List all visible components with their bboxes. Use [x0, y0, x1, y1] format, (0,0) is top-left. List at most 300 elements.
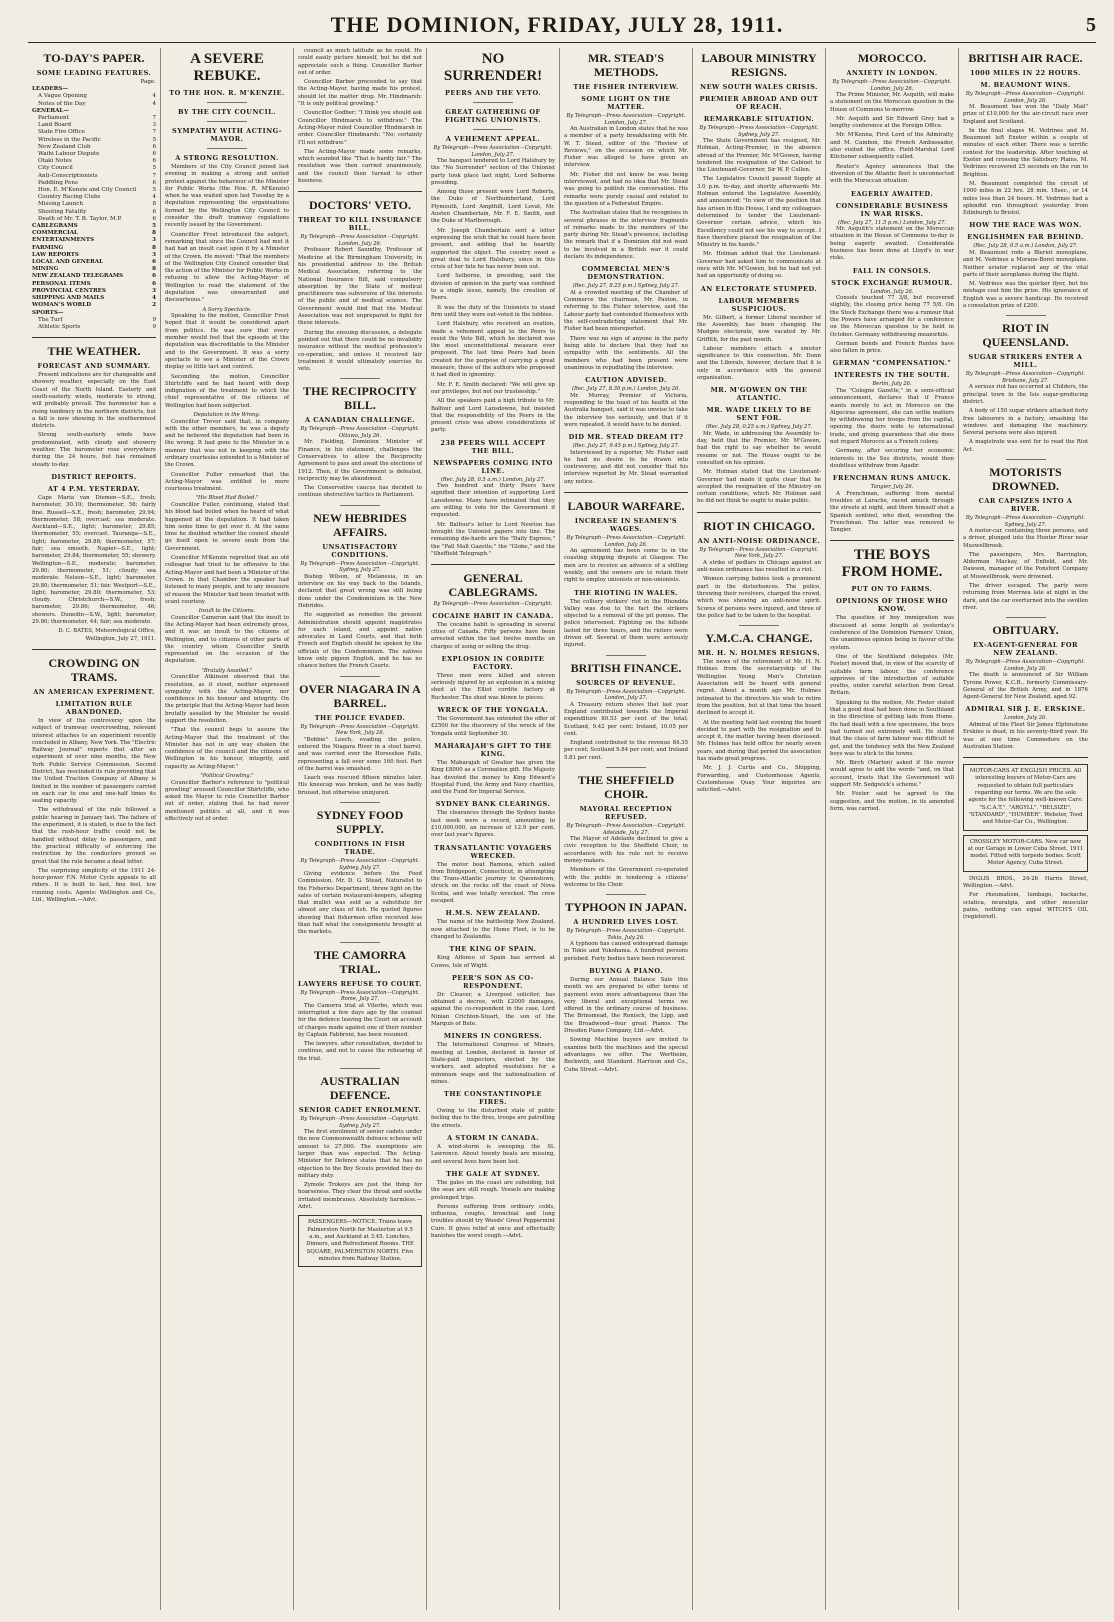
toc-row — [32, 115, 156, 122]
morocco-byline4: Berlin, July 26. — [872, 381, 912, 388]
chicago-heading: RIOT IN CHICAGO. — [703, 518, 815, 533]
labourministry-sub3: REMARKABLE SITUATION. — [703, 115, 815, 123]
ymca-heading: Y.M.C.A. CHANGE. — [705, 631, 813, 646]
stead-sub3: COMMERCIAL MEN'S DEMONSTRATION. — [581, 265, 671, 282]
camorra-byline: By Telegraph—Press Association—Copyright. Rome, July 27. — [300, 989, 420, 1003]
toc-page: 5 — [152, 136, 156, 143]
cablegram-subhead: THE KING OF SPAIN. — [449, 945, 537, 954]
doctors-para: Professor Robert Saundby, Professor of Medicine at the Birmingham University, in his presidential address to the British Medical Association, referring to the National Insurance Bill, said compulsory absorption by the State of medical practitioners was subversive of the interests of the public and of medical science. The Government would find that the Medical Association was not unprepared to fight for these interests. — [298, 247, 422, 327]
toc-row — [32, 129, 156, 136]
toc-page: 7 — [152, 172, 156, 179]
labourministry-para: Mr. Holman stated that the Lieutenant-Governor had made it quite clear that he accepted the resignation of the Ministry on certain conditions, which Mr. Holman said he did not think he ought to make public. — [697, 469, 821, 505]
cablegram-subhead: THE GALE AT SYDNEY. — [446, 1169, 540, 1178]
stead-byline: By Telegraph—Press Association—Copyright. London, July 27. — [566, 113, 686, 126]
toc-row — [32, 245, 156, 252]
divider — [340, 505, 380, 506]
cablegram-subhead: H.M.S. NEW ZEALAND. — [445, 909, 541, 918]
crowding-para: The withdrawal of the rule followed a public hearing in January last. The failure of the experiment, it is stated, is due to the fact that the rush-hour traffic could not be handled without delay to passengers, and the practical difficulty of enforcing the restriction by the conductors proved so great that the rule became a dead letter. — [32, 807, 156, 865]
labourwarfare-para: An agreement has been come to in the coasting shipping dispute at Glasgow. The men are to receive an advance of a shilling weekly, and the owners are to retain their right to employ unionists or non-unionists. — [564, 548, 688, 584]
toc-row — [32, 93, 156, 100]
toc-label: New Zealand Club — [38, 143, 91, 150]
cablegram-subhead: WRECK OF THE YONGALA. — [437, 706, 549, 715]
boys-para: One of the Southland delegates (Mr. Foster) moved that, in view of the scarcity of suitable farm labour, the conference approves of the introduction of suitable youths, under careful selection from Great Britain. — [830, 653, 954, 697]
cablegram-text: The International Congress of Miners, meeting at London, declared in favour of State-paid inspectors, elected by the workers, and adopted resolutions for a minimum wage and the nationalisation of mines. — [431, 1042, 555, 1085]
sheffield-para: Members of the Government co-operated with the public in tendering a citizens' welcome to the Choir. — [564, 867, 688, 888]
toc-page: 6 — [152, 208, 156, 215]
morocco-sub: ANXIETY IN LONDON. — [846, 69, 938, 77]
toc-label: Land Board — [38, 122, 72, 129]
toc-page: 5 — [152, 223, 156, 230]
airrace-para: M. Vedrines was the quicker flyer, but his mishaps cost him the prize. His ignorance of English was a severe handicap. He received a consolation prize of £200. — [963, 281, 1088, 310]
airrace-sub: 1000 MILES IN 22 HOURS. — [970, 69, 1081, 77]
toc-page: 8 — [152, 266, 156, 273]
column-7 — [826, 48, 959, 1610]
cablegram-text: Three men were killed and eleven seriously injured by an explosion in a mixing shed at the Elliot cordite factory at Rochester. The shed was blown to pieces. — [431, 672, 555, 701]
cablegrams-heading: GENERAL CABLEGRAMS. — [448, 571, 538, 600]
motorists-para: A motor-car, containing three persons, and a driver, plunged into the Hunter River near Muswellbrook. — [963, 528, 1088, 549]
labourministry-para: Mr. Holman added that the Lieutenant-Governor had asked him to communicate at once with Mr. M'Gowen, but he had not yet had an opportunity of doing so. — [697, 251, 821, 280]
toc-row — [32, 144, 156, 151]
stead-sub2: SOME LIGHT ON THE MATTER. — [581, 95, 671, 111]
divider — [697, 512, 821, 513]
nosurrender-sub2: GREAT GATHERING OF FIGHTING UNIONISTS. — [444, 108, 542, 124]
toc-label: Anti-Conscriptionists — [38, 172, 98, 179]
divider — [963, 757, 1088, 758]
toc-page: 4 — [152, 194, 156, 201]
toc-row — [32, 295, 156, 302]
toc-subheading: SOME LEADING FEATURES. — [36, 69, 152, 77]
boys-sub2: OPINIONS OF THOSE WHO KNOW. — [836, 597, 948, 614]
toc-label: State Fire Office — [38, 129, 85, 136]
toc-label: GENERAL— — [32, 107, 69, 114]
morocco-byline3: London, July 26. — [870, 288, 914, 295]
toc-page: 4 — [152, 100, 156, 107]
boys-para: The question of boy immigration was discussed at some length at yesterday's conference of the Dominion Farmers' Union, the unanimous opinion being in favour of the system. — [830, 615, 954, 651]
toc-row — [32, 151, 156, 158]
morocco-sub2: EAGERLY AWAITED. — [850, 189, 934, 198]
cablegrams-advt: Persons suffering from ordinary colds, influenza, coughs, bronchial and lung troubles should try Woods' Great Peppermint Cure. It gives relief at once and effectually banishes the worst cough.—Advt. — [431, 1203, 555, 1239]
toc-row — [32, 137, 156, 144]
divider — [340, 676, 380, 677]
divider — [340, 942, 380, 943]
airrace-byline2: (Rec. July 28, 0.5 a.m.) London, July 27. — [973, 243, 1078, 250]
labourwarfare-byline: By Telegraph—Press Association—Copyright. London, July 26. — [566, 535, 686, 548]
weather-sub2: DISTRICT REPORTS. — [51, 472, 137, 481]
morocco-heading: MOROCCO. — [857, 51, 927, 65]
toc-page-label-row — [32, 79, 156, 86]
camorra-para: The lawyers, after consultation, decided to continue, and not to cause the rehearing of the trial. — [298, 1041, 422, 1062]
divider — [564, 492, 688, 493]
morocco-sub5: STOCK EXCHANGE RUMOUR. — [831, 278, 953, 287]
rebuke-para: "That the council begs to assure the Acting-Mayor that the treatment of the Minister has not in any way shaken the confidence of the council and the citizens of Wellington in his honour, integrity, and capacity as Acting-Mayor." — [165, 727, 289, 770]
toc-page-label: Page. — [140, 79, 156, 85]
toc-label: CABLEGRAMS — [32, 223, 78, 230]
morocco-para: German bonds and French Rentes have also fallen in price. — [830, 340, 954, 355]
toc-label: PROVINCIAL CENTRES — [32, 287, 106, 294]
toc-row — [32, 173, 156, 180]
nosurrender-sub: PEERS AND THE VETO. — [444, 89, 542, 97]
cablegram-text: The cocaine habit is spreading in several cities of Canada. Fifty persons have been arrested within the last twelve months on charges of using or selling the drug. — [431, 621, 555, 650]
stead-byline4: (Rec. July 27, 9.45 p.m.) Sydney, July 27. — [572, 443, 680, 450]
column-3 — [294, 48, 427, 1610]
labourministry-sub6: MR. M'GOWEN ON THE ATLANTIC. — [710, 386, 808, 403]
crowding-para: The surprising simplicity of the 1911 24-hour-power F.N. Motor Cycle appeals to all riders. It is built to last, fine feel, low running costs. Agents: Wellington and Co., Ltd., Wellington.—Advt. — [32, 867, 156, 904]
nosurrender-para: All the speakers paid a high tribute to Mr. Balfour and Lord Lansdowne, but insisted that the responsibility of the Peers in the present crisis was above considerations of party. — [431, 398, 555, 434]
morocco-byline: By Telegraph—Press Association—Copyright. London, July 26. — [832, 79, 952, 92]
morocco-para: A Frenchman, suffering from mental troubles at Larache, raced amuck through the streets at night, and there himself shot a Spanish sentinel, who died, wounding the Frenchman. The latter was removed to Tangier. — [830, 490, 954, 534]
labourwarfare-sub: INCREASE IN SEAMEN'S WAGES. — [574, 517, 678, 534]
typhoon-sub: A HUNDRED LIVES LOST. — [573, 918, 679, 927]
toc-label: Otaki Notes — [38, 158, 72, 165]
morocco-para: Germany, after securing her economic interests in the Sus districts, would then doubtless withdraw from Agadir. — [830, 448, 954, 469]
toc-page: 6 — [152, 158, 156, 165]
doctors-heading: DOCTORS' VETO. — [308, 198, 412, 213]
motorists-para: The passengers, Mrs. Barrington, Alderman Mackay, of Enfield, and Mr. Dawson, manager of the Ponsford Company at Muswellbrook, were drowned. — [963, 551, 1088, 580]
toc-list — [32, 86, 156, 331]
toc-row — [32, 86, 156, 93]
labourministry-byline2: (Rec. July 28, 0.25 a.m.) Sydney, July 27. — [705, 424, 813, 431]
stead-para: There was no sign of anyone in the party being able to declare that they had no sympathy with the sentiments. All the members who had been present were unanimous in repudiating the interview. — [564, 335, 688, 371]
toc-page: 7 — [152, 115, 156, 122]
toc-label: SPORTS— — [32, 309, 64, 316]
labourministry-sub7: MR. WADE LIKELY TO BE SENT FOR. — [706, 406, 812, 423]
morocco-sub6: GERMAN "COMPENSATION." — [832, 359, 952, 368]
cablegram-text: Owing to the disturbed state of public feeling due to the fires, troops are patrolling the streets. — [431, 1108, 555, 1129]
rebuke-subhead: Insult to the Citizens. — [198, 608, 256, 615]
boys-para: Mr. Birch (Marton) asked if the mover would agree to add the words "and, on that account, trusts that the Government will support Mr. Sedgwick's scheme." — [830, 760, 954, 788]
toc-row — [32, 194, 156, 201]
niagara-heading: OVER NIAGARA IN A BARREL. — [299, 681, 421, 710]
rebuke-subhead: "Political Growling." — [200, 773, 254, 780]
obituary-byline2: London, July 26. — [1004, 715, 1047, 722]
toc-page: 6 — [152, 151, 156, 158]
toc-label: Paddling Pens — [38, 179, 78, 186]
boys-heading: THE BOYS FROM HOME. — [841, 547, 943, 581]
rebuke-sub: TO THE HON. R. M'KENZIE. — [169, 89, 285, 97]
rebuke-subhead: Deputation in the Wrong. — [193, 412, 261, 418]
queensland-sub: SUGAR STRIKERS ENTER A MILL. — [968, 353, 1083, 370]
toc-row — [32, 216, 156, 223]
toc-page: 3 — [152, 237, 156, 244]
cont-para: The Acting-Mayor made some remarks, which sounded like "That is hardly fair." The resolution was then carried unanimously, and the council then turned to other business. — [298, 148, 422, 185]
toc-row — [32, 201, 156, 208]
column-6 — [693, 48, 826, 1610]
toc-row — [32, 259, 156, 266]
nosurrender-sub4: 238 PEERS WILL ACCEPT THE BILL. — [440, 438, 546, 455]
stead-para: Mr. Murray, Premier of Victoria, responding to the toast of his health at the Australia banquet, said it was unwise to take the interview too seriously, and that if it were repeated, it would have to be denied. — [564, 392, 688, 428]
queensland-para: A body of 150 sugar strikers attacked forty free labourers in a factory, smashing the windows and damaging the machinery. Several persons were also injured. — [963, 408, 1088, 437]
rebuke-subhead: "His Blood Had Boiled." — [195, 495, 259, 502]
airrace-para: In the final stages M. Vedrines and M. Beaumont left Exeter within a couple of minutes of each other. There was a terrific contest for the leadership. After touching at Exeter and crossing the Salisbury Plains, M. Vedrines recovered 25 seconds on the run to Brighton. — [963, 127, 1088, 178]
toc-row — [32, 281, 156, 288]
crossley-advertisement: CROSSLEY MOTOR-CARS. New car now at our Garage in Lower Cuba Street, 1911 model. Fitted with torpedo bodies. Scott Motor Agency, Cuba Street. — [963, 835, 1088, 872]
divider — [32, 337, 156, 338]
airrace-para: M. Beaumont has won the "Daily Mail" prize of £10,000 for the air-circuit race over England and Scotland. — [963, 104, 1088, 125]
nosurrender-byline2: (Rec. July 28, 0.5 a.m.) London, July 27. — [440, 476, 546, 483]
typhoon-heading: TYPHOON IN JAPAN. — [565, 900, 687, 915]
cablegram-text: The Maharajah of Gwalior has given the King £8000 as a Coronation gift. His Majesty has devoted the money to King Edward's Hospital Fund, the Army and Navy charities, and the Fund for Imperial Service. — [431, 759, 555, 796]
toc-row — [32, 187, 156, 194]
divider — [473, 129, 513, 130]
cablegram-text: The clearances through the Sydney banks last week were a record, amounting to £10,000,000, an increase of 12.9 per cent. over last year's figures. — [431, 810, 555, 839]
inglis-advertisement: INGLIS BROS., 24-26 Harris Street, Wellington.—Advt. — [963, 875, 1088, 889]
queensland-para: A serious riot has occurred at Childers, the principal town in the Isis sugar-producing district. — [963, 384, 1088, 405]
toc-label: LEADERS— — [32, 86, 68, 93]
cablegram-text: The Government has extended the offer of £2500 for the discovery of the wreck of the Yongala until September 30. — [431, 716, 555, 737]
cablegram-text: King Alfonso of Spain has arrived at Cowes, Isle of Wight. — [431, 955, 555, 969]
reciprocity-sub: A CANADIAN CHALLENGE. — [304, 416, 416, 425]
toc-row — [32, 288, 156, 295]
cont-para: Councillor Godber: "I think you should ask Councillor Hindmarsh to withdraw." The Acting-Mayor ruled Councillor Hindmarsh in order. Councillor Hindmarsh: "No; certainly I'll not withdraw." — [298, 110, 422, 146]
crowding-para: In view of the controversy upon the subject of tramway overcrowding, relevant interest attaches to an experiment recently concluded in Albany, New York. The "Electric Railway Journal" reports that after an experiment of over nine months, the New York Public Service Commission, Second District, has rescinded its rule providing that the United Traction Company of Albany is limited in the number of passengers carried on each car to one and one-half times its seating capacity. — [32, 717, 156, 805]
cablegram-text: The name of the battleship New Zealand, now attached to the Home Fleet, is to be changed to Zealandia. — [431, 919, 555, 940]
morocco-sub3: CONSIDERABLE BUSINESS IN WAR RISKS. — [835, 201, 949, 218]
column-8 — [959, 48, 1092, 1610]
columns — [28, 48, 1096, 1610]
toc-page: 6 — [152, 280, 156, 287]
cablegram-subhead: MAHARAJAH'S GIFT TO THE KING. — [434, 741, 552, 758]
motor-advertisement: MOTOR-CARS AT ENGLISH PRICES. All interesting buyers of Motor-Cars are requested to obtain full particulars regarding our terms. We are the sole agents for the following well-known Cars: "S.C.A.T.", "ARGYLL", "BELSIZE", "STANDARD", "HUMBER". Webster, Tood and Motor-Car Co., Wellington. — [963, 764, 1088, 830]
sheffield-sub: MAYORAL RECEPTION REFUSED. — [579, 805, 673, 822]
airrace-para: M. Beaumont rode a Bleriot monoplane, and M. Vedrines a Morane-Borel monoplane. Neither aviator replaced any of the vital parts of their aeroplanes during the flight. — [963, 249, 1088, 278]
morocco-para: The Prime Minister, Mr. Asquith, will make a statement on the Moroccan question in the House of Commons to-morrow. — [830, 92, 954, 113]
divider — [606, 655, 646, 656]
toc-label: Waihi Labour Dispute — [38, 151, 100, 158]
crowding-heading: CROWDING ON TRAMS. — [48, 655, 140, 684]
divider — [207, 102, 247, 103]
weather-para: Strong south-easterly winds have predominated, with cloudy and showery weather. The barometer rose everywhere during the 24 hours, but has remained steady to-day. — [32, 432, 156, 468]
divider — [32, 649, 156, 650]
rebuke-para: Speaking to the motion, Councillor Frost hoped that it would be considered apart from politics. He was sure that every member would feel that the episode at the deputation was discreditable to the Minister and to the Government. It was a sorry spectacle to see a Minister of the Crown display so little tact and control. — [165, 313, 289, 371]
toc-label: Shooting Fatality — [38, 208, 87, 215]
toc-row — [32, 223, 156, 230]
divider — [830, 540, 954, 541]
toc-page: 6 — [152, 143, 156, 150]
stead-para: The Australian states that he recognises in several phrases in the interview fragments of remarks made to the members of the party during Mr. Stead's presence, including the remark that if a Dominion did not want to be involved in a British war it could declare its independence. — [564, 210, 688, 261]
sydneyfood-sub: CONDITIONS IN FISH TRADE. — [314, 840, 406, 856]
toc-row — [32, 158, 156, 165]
morocco-para: The "Cologne Gazette," in a semi-official announcement, declares that if France wants merely to act in Morocco on the Algeciras agreement, she can settle matters by withdrawing her troops from the capital, opening the doors wide to international trade, and giving guarantees that she does not regard Morocco as a French colony. — [830, 387, 954, 445]
weather-heading: THE WEATHER. — [47, 344, 141, 359]
labourministry-byline: By Telegraph—Press Association—Copyright. Sydney, July 27. — [699, 125, 819, 138]
toc-label: FARMING — [32, 244, 64, 251]
sydneyfood-byline: By Telegraph—Press Association—Copyright. Sydney, July 27. — [300, 858, 420, 871]
finance-byline: By Telegraph—Press Association—Copyright. London, July 27. — [566, 688, 686, 702]
reciprocity-para: Mr. Fielding, Dominion Minister of Finance, in his statement, challenges the Conservatives to allow the Reciprocity Agreement to pass and await the elections of 1912. Then, if the Government is defeated, reciprocity may be abandoned. — [298, 439, 422, 482]
toc-label: SHIPPING AND MAILS — [32, 295, 105, 302]
rebuke-para: Members of the City Council joined last evening in making a strong and united protest against the behaviour of the Minister for Public Works (the Hon. R. M'Kenzie) when he was waited upon last Tuesday by a deputation representing the organisations formed by the Wellington City Council to consider the draft tramway regulations recently issued by the Government. — [165, 164, 289, 229]
divider — [431, 564, 555, 565]
motorists-sub: CAR CAPSIZES INTO A RIVER. — [978, 497, 1073, 513]
toc-row — [32, 266, 156, 273]
divider — [1006, 315, 1046, 316]
cablegram-subhead: MINERS IN CONGRESS. — [443, 1032, 543, 1041]
toc-label: Death of Mr. T. B. Taylor, M.P. — [38, 215, 122, 222]
toc-row — [32, 252, 156, 259]
toc-label: WOMAN'S WORLD — [32, 302, 92, 309]
toc-row — [32, 108, 156, 115]
masthead — [28, 8, 1096, 43]
toc-label: COMMERCIAL — [32, 230, 78, 237]
cablegram-text: The motor boat Ramona, which sailed from Bridgeport, Connecticut, in attempting the Trans-Atlantic journey to Queenstown, struck on the rocks off the coast of Nova Scotia, and was totally wrecked. The crew escaped. — [431, 861, 555, 905]
divider — [473, 102, 513, 103]
obituary-sub2: ADMIRAL SIR J. E. ERSKINE. — [965, 705, 1086, 714]
typhoon-byline: By Telegraph—Press Association—Copyright. Tokio, July 26. — [566, 928, 686, 941]
chicago-para: Women carrying babies took a prominent part in the disturbances. The police, throwing their revolvers, charged the crowd, which was showing an anti-noise spirit. Scores of persons were injured, and three of the police had to be taken to the hospital. — [697, 576, 821, 619]
cablegram-text: A wind-storm is sweeping the St. Lawrence. About twenty boats are missing, and several lives have been lost. — [431, 1144, 555, 1165]
toc-row — [32, 324, 156, 331]
rheumatism-advertisement: For rheumatism, lumbago, backache, sciatica, neuralgia, and other muscular pains, nothing can equal WITCH'S OIL (registered). — [963, 892, 1088, 921]
defence-para: Zymole Trokeys are just the thing for hoarseness. They clear the throat and soothe irritated membranes. Absolutely harmless.—Advt. — [298, 1182, 422, 1211]
toc-row — [32, 273, 156, 280]
toc-label: City Council — [38, 165, 73, 172]
toc-page: 6 — [152, 273, 156, 280]
labourwarfare-para: The colliery strikers' riot in the Rhondda Valley was due to the fact the strikers objected to a removal of the pit ponies. The police intervened. Fighting on the hillside lasted for three hours, and the rioters were driven off. Several of them were seriously injured. — [564, 598, 688, 649]
airrace-para: M. Beaumont completed the circuit of 1000 miles in 22 hrs. 28 min. 18sec., or 14 miles less than 24 hours. M. Vedrines had a splendid run throughout yesterday from Edinburgh to Bristol. — [963, 180, 1088, 217]
toc-label: LAW REPORTS — [32, 251, 79, 258]
divider — [207, 121, 247, 122]
reciprocity-para: The Conservative caucus has decided to continue obstructive tactics in Parliament. — [298, 485, 422, 499]
doctors-sub: THREAT TO KILL INSURANCE BILL. — [298, 216, 422, 233]
toc-page: 4 — [152, 93, 156, 100]
hebrides-heading: NEW HEBRIDES AFFAIRS. — [313, 510, 407, 539]
morocco-para: Mr. M'Kenna, First Lord of the Admiralty, and M. Cambon, the French Ambassador, also visited the office. Field-Marshal Lord Kitchener subsequently called. — [830, 132, 954, 161]
divider — [298, 191, 422, 192]
column-1 — [28, 48, 161, 1610]
nosurrender-sub5: NEWSPAPERS COMING INTO LINE. — [433, 458, 553, 475]
toc-label: A Vague Opening — [38, 93, 88, 100]
labourministry-sub: NEW SOUTH WALES CRISIS. — [700, 83, 818, 91]
toc-row — [32, 302, 156, 309]
niagara-para: Leach was rescued fifteen minutes later. His kneecap was broken, and he was badly bruised, but otherwise uninjured. — [298, 775, 422, 796]
labourministry-para: The Legislative Council passed Supply at 3.0 p.m. to-day, and shortly afterwards Mr. Holman entered the Legislative Assembly, and announced: "In view of the position that has arisen in this House, I and my colleagues determined to tender the Lieutenant-Governor certain advice, which his Excellency could not see his way to accept. I have therefore placed the resignation of the Ministry in his hands." — [697, 176, 821, 249]
cablegram-subhead: EXPLOSION IN CORDITE FACTORY. — [441, 654, 545, 671]
labourwarfare-heading: LABOUR WARFARE. — [567, 499, 685, 514]
toc-label: PERSONAL ITEMS — [32, 280, 91, 287]
motorists-byline: By Telegraph—Press Association—Copyright. Sydney, July 27. — [965, 515, 1086, 528]
cablegram-subhead: TRANSATLANTIC VOYAGERS WRECKED. — [434, 843, 552, 860]
cablegram-subhead: PEER'S SON AS CO-RESPONDENT. — [452, 973, 534, 990]
weather-sub: FORECAST AND SUMMARY. — [37, 362, 151, 371]
toc-page: 8 — [152, 201, 156, 208]
typhoon-sub2: BUYING A PIANO. — [589, 966, 663, 975]
typhoon-para: Sowing Machine buyers are invited to examine both the machines and the special advantages we offer. The Wertheim, Beckwith, and Standard. Harrison and Co., Cuba Street.—Advt. — [564, 1037, 688, 1073]
cablegram-subhead: A STORM IN CANADA. — [447, 1134, 539, 1143]
toc-label: Wireless in the Pacific — [38, 136, 101, 143]
typhoon-para: A typhoon has caused widespread damage in Tokio and Yokohama. A hundred persons perished. Forty bodies have been recovered. — [564, 941, 688, 962]
nosurrender-para: It was the duty of the Unionists to stand firm until they were out-voted in the lobbies. — [431, 304, 555, 318]
divider — [739, 625, 779, 626]
rebuke-sub3: SYMPATHY WITH ACTING-MAYOR. — [172, 127, 282, 143]
niagara-byline: By Telegraph—Press Association—Copyright. New York, July 26. — [300, 723, 420, 737]
stead-byline2: (Rec. July 27, 8.25 p.m.) Sydney, July 27. — [572, 283, 680, 290]
divider — [1006, 617, 1046, 618]
morocco-byline2: (Rec. July 27, 11.5 p.m.) London, July 27. — [837, 219, 947, 226]
finance-para: England contributed to the revenue 84.35 per cent; Scotland 9.84 per cent; and Ireland 5.81 per cent. — [564, 740, 688, 761]
rebuke-para: Councillor Cameron said that the insult to the Acting-Mayor had been extremely gross, and it was an insult to the citizens of Wellington, and to citizens of other parts of the country whom Councillor Smith represented on the occasion of the deputation. — [165, 614, 289, 665]
page-number: 5 — [1086, 13, 1096, 36]
stead-sub4: CAUTION ADVISED. — [585, 376, 667, 385]
morocco-para: Mr. Asquith's statement on the Moroccan situation in the House of Commons to-day is being eagerly awaited. Considerable business has been done at Lloyd's in war risks. — [830, 226, 954, 262]
toc-label: NEW ZEALAND TELEGRAMS — [32, 273, 124, 280]
crowding-sub2: LIMITATION RULE ABANDONED. — [55, 699, 133, 716]
weather-para: Present indications are for changeable and showery weather, especially on the East Coast of the North Island. Easterly and south-easterly winds, moderate to strong, will probably prevail. The barometer has a rising tendency in the northern districts, but a fall is now showing in the southernmost districts. — [32, 372, 156, 430]
motorists-heading: MOTORISTS DROWNED. — [989, 465, 1062, 493]
airrace-byline: By Telegraph—Press Association—Copyright. London, July 26. — [965, 91, 1086, 104]
camorra-heading: THE CAMORRA TRIAL. — [313, 947, 407, 976]
ymca-para: The news of the retirement of Mr. H. N. Holmes from the secretaryship of the Wellington Young Men's Christian Association will be heard with general regret. About a month ago Mr. Holmes intimated to the directors his wish to retire from the position, but at that time the board declined to accept it. — [697, 659, 821, 717]
morocco-sub7: INTERESTS IN THE SOUTH. — [834, 371, 950, 380]
rebuke-heading: A SEVERE REBUKE. — [190, 51, 264, 84]
weather-reports: Cape Maria van Diemen—S.E., fresh; barometer, 30.10; thermometer, 58; fairly fine. Russell—S.E., fresh; barometer, 29.94; thermometer, 58; overcast; sea moderate. Auckland—S.E., light; barometer, 29.85; thermometer, 55; overcast. Tauranga—S.E., light; barometer, 29.88; thermometer, 57; fair; sea smooth. Napier—S.E., light; barometer, 29.84; thermometer, 55; showery. Wellington—S.E., moderate; barometer, 29.80; thermometer, 51; cloudy; sea moderate. Nelson—S.E., light; barometer, 29.80; thermometer, 51; fair. Westport—S.E., light; barometer, 29.80; thermometer, 53; cloudy. Christchurch—S.W., fresh; barometer, 29.86; thermometer, 46; showers. Dunedin—S.W., light; barometer, 29.80; thermometer, 44; fair; sea moderate. — [32, 494, 156, 626]
rebuke-subhead: A Sorry Spectacle. — [202, 306, 252, 313]
airrace-sub3: HOW THE RACE WAS WON. — [969, 221, 1082, 230]
toc-label: Notes of the Day — [38, 100, 86, 107]
toc-heading: TO-DAY'S PAPER. — [43, 51, 145, 65]
rebuke-para: Councillor M'Kenzie regretted that an old colleague had tried to be offensive to the Acting-Mayor and had been a Minister of the Crown. In that Chamber the speaker had listened to many people, and to any measure of reason the Minister had been treated with scant courtesy. — [165, 555, 289, 605]
boys-sub: PUT ON TO FARMS. — [851, 585, 933, 594]
stead-sub: THE FISHER INTERVIEW. — [573, 83, 679, 91]
cablegram-text: The gales on the coast are subsiding, but the seas are still rough. Vessels are making prolonged trips. — [431, 1179, 555, 1201]
toc-row — [32, 101, 156, 108]
stead-sub5: DID MR. STEAD DREAM IT? — [568, 433, 684, 442]
morocco-para: Consols touched 77 3/8, but recovered slightly, the closing price being 77 5/8. On the Stock Exchange there was a rumour that the Powers have arranged for a conference on the Moroccan question to be held in October. Germany withdrawing meanwhile. — [830, 295, 954, 338]
niagara-sub: THE POLICE EVADED. — [314, 713, 406, 722]
nosurrender-para: Among those present were Lord Roberts, the Duke of Northumberland, Lord Plymouth, Lord Ampthill, Lord Lovat, Mr. Austen Chamberlain, Mr. F. E. Smith, and the Duke of Marlborough. — [431, 189, 555, 225]
toc-page: 9 — [152, 323, 156, 330]
rebuke-para: Seconding the motion, Councillor Shirtcliffe said he had heard with deep indignation of the treatment to which the chief representative of the citizens of Wellington had been subjected. — [165, 373, 289, 409]
defence-para: The first enrolment of senior cadets under the new Commonwealth defence scheme will amount to 27,000. The exemptions are larger than was expected. The Acting-Minister for Defence states that he has no objection to the Boy Scouts provided they do military duty. — [298, 1129, 422, 1179]
nosurrender-para: Mr. Balfour's letter to Lord Newton has brought the Unionist papers into line. The remaining die-hards are the "Daily Express," the "Pall Mall Gazette," the "Globe," and the "Sheffield Telegraph." — [431, 521, 555, 557]
sydneyfood-para: Giving evidence before the Food Commission, Mr. D. G. Stead, Naturalist to the Fisheries Department, threw light on the sales of certain restaurant-keepers, alleging that mullet was sold as a substitute for almost any class of fish. He quoted figures showing that fishermen often received less than half what the consignments brought at the markets. — [298, 871, 422, 936]
toc-page: 5 — [152, 187, 156, 194]
weather-sub3: AT 4 P.M. YESTERDAY. — [47, 484, 141, 493]
obituary-heading: OBITUARY. — [992, 623, 1059, 638]
stead-heading: MR. STEAD'S METHODS. — [587, 51, 664, 79]
rebuke-para: Councillor Fuller, continuing, stated that his blood had boiled when he heard of what happened at the deputation. It had taken him some time to get over it. At the same time he doubted whether the council should go itself open to severe snub from the Government. — [165, 501, 289, 552]
divider — [340, 1068, 380, 1069]
camorra-para: The Camorra trial at Viterbo, which was interrupted a few days ago by the counsel for the defence leaving the Court on account of charges made against one of their number by Captain Fabbroni, has been resumed. — [298, 1002, 422, 1038]
airrace-sub2: M. BEAUMONT WINS. — [980, 81, 1071, 89]
toc-page: 6 — [152, 215, 156, 222]
labourministry-sub5: LABOUR MEMBERS SUSPICIOUS. — [718, 296, 800, 313]
ymca-para: Mr. J. J. Curtis and Co., Shipping, Forwarding, and Customhouse Agents, Customhouse Quay. Your inquiries are solicited.—Advt. — [697, 765, 821, 794]
sheffield-heading: THE SHEFFIELD CHOIR. — [577, 773, 675, 802]
toc-page: 9 — [152, 316, 156, 323]
toc-page: 8 — [152, 244, 156, 251]
finance-heading: BRITISH FINANCE. — [570, 660, 682, 675]
ymca-sub: MR. H. N. HOLMES RESIGNS. — [697, 649, 821, 658]
nosurrender-para: Lord Halsbury, who received an ovation, made a vehement appeal to the Peers to resist the Veto Bill, which he declared was the most unconstitutional measure ever proposed. The last time Peers had been created for the purpose of carrying a great measure, those of the authors who proposed it had died in ignominy. — [431, 321, 555, 379]
toc-label: LOCAL AND GENERAL — [32, 259, 104, 266]
nosurrender-sub3: A VEHEMENT APPEAL. — [445, 135, 541, 143]
cont-para: Councillor Barber proceeded to say that the Acting-Mayor, having made his protest, should let the matter drop. Mr. Hindmarsh: "It is only political growling." — [298, 79, 422, 108]
crowding-sub: AN AMERICAN EXPERIMENT. — [33, 687, 155, 696]
camorra-sub: LAWYERS REFUSE TO COURT. — [298, 979, 422, 988]
typhoon-para: During our Annual Balance Sale this month we are prepared to offer terms of payment even more advantageous than the very liberal and exceptional terms we offered in the ordinary course of business. The Brinsmead, the Ronisch, the Lipp, and the Broadwood—four great Pianos. The Dresden Piano Company, Ltd.—Advt. — [564, 976, 688, 1035]
toc-label: Parliament — [38, 115, 69, 122]
rebuke-subhead: "Brutally Assailed." — [201, 667, 253, 674]
rebuke-para: Councillor Frost introduced the subject, remarking that since the Council had met it had had an insult cast upon it by a Minister of the Crown. He moved: "That the members of the Wellington City Council consider that the action of the Minister for Public Works in refusing to allow the Acting-Mayor of Wellington to read the statement of the deputation was unwarranted and discourteous." — [165, 231, 289, 304]
toc-row — [32, 209, 156, 216]
morocco-para: Reuter's Agency announces that the diversion of the Atlantic fleet is unconnected with the Moroccan situation. — [830, 163, 954, 185]
toc-label: The Turf — [38, 316, 63, 323]
sheffield-para: The Mayor of Adelaide declined to give a civic reception to the Sheffield Choir, in accordance with his rule not to receive money-makers. — [564, 836, 688, 864]
toc-page: 5 — [152, 165, 156, 172]
stead-para: At a crowded meeting of the Chamber of Commerce the chairman, Mr. Paxton, in referring to the Fisher interview, said the Labour party had contended themselves with the self-contradicting statement that Mr. Fisher had been misreported. — [564, 289, 688, 333]
divider — [207, 148, 247, 149]
cablegram-subhead: SYDNEY BANK CLEARINGS. — [435, 800, 551, 809]
